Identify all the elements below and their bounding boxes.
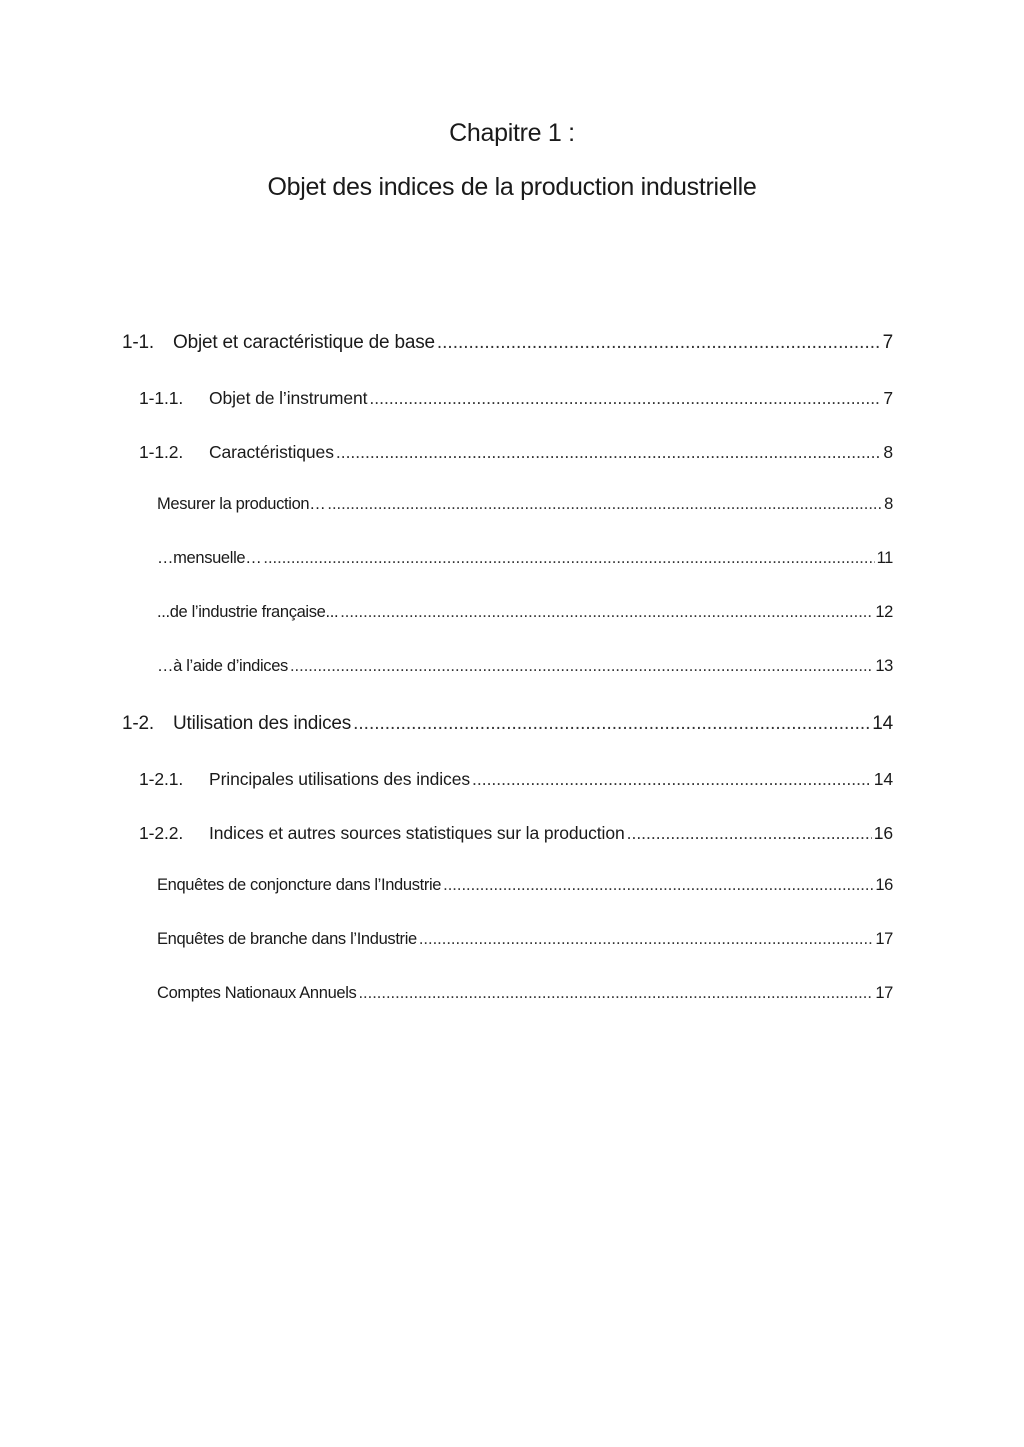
toc-entry[interactable] <box>157 930 893 956</box>
toc-leader <box>472 769 872 790</box>
toc-page-number: 16 <box>875 876 893 894</box>
toc-leader <box>369 388 881 409</box>
toc-label: Objet de l’instrument <box>209 388 368 408</box>
toc-page-number: 12 <box>875 603 893 621</box>
toc-number: 1-1.1. <box>139 388 184 408</box>
toc-leader <box>437 332 881 354</box>
toc-label: Comptes Nationaux Annuels <box>157 984 357 1002</box>
toc-number: 1-1.2. <box>139 442 184 462</box>
toc-page-number: 17 <box>875 930 893 948</box>
toc-label: Utilisation des indices <box>173 713 352 734</box>
toc-leader <box>443 876 873 895</box>
toc-page-number: 13 <box>875 657 893 675</box>
toc-entry[interactable] <box>122 332 893 358</box>
toc-entry[interactable] <box>157 876 893 902</box>
toc-label: Caractéristiques <box>209 442 334 462</box>
toc-entry[interactable] <box>139 823 893 849</box>
toc-leader <box>353 713 870 735</box>
toc-label: …à l’aide d’indices <box>157 657 288 675</box>
toc-label: Mesurer la production… <box>157 495 326 513</box>
toc-entry[interactable] <box>122 713 893 739</box>
toc-entry[interactable] <box>139 769 893 795</box>
toc-page-number: 7 <box>883 388 893 408</box>
toc-entry[interactable] <box>157 657 893 683</box>
toc-label: ...de l’industrie française... <box>157 603 339 621</box>
toc-entry[interactable] <box>157 984 893 1010</box>
toc-leader <box>290 657 873 676</box>
toc-label: …mensuelle… <box>157 549 262 567</box>
chapter-number: Chapitre 1 : <box>449 119 575 147</box>
toc-page-number: 11 <box>876 549 893 567</box>
toc-leader <box>263 549 874 568</box>
toc-page-number: 16 <box>873 823 893 843</box>
toc-page-number: 14 <box>873 769 893 789</box>
toc-page-number: 7 <box>882 332 893 353</box>
toc-leader <box>327 495 882 514</box>
toc-number: 1-2. <box>122 713 154 734</box>
toc-page-number: 17 <box>875 984 893 1002</box>
toc-entry[interactable] <box>157 549 893 575</box>
toc-label: Indices et autres sources statistiques sur la production <box>209 823 625 843</box>
toc-entry[interactable] <box>157 495 893 521</box>
toc-leader <box>358 984 873 1003</box>
toc-label: Objet et caractéristique de base <box>173 332 435 353</box>
chapter-subtitle: Objet des indices de la production industrielle <box>267 173 757 201</box>
toc-leader <box>340 603 873 622</box>
toc-leader <box>336 442 882 463</box>
toc-number: 1-1. <box>122 332 154 353</box>
toc-label: Enquêtes de conjoncture dans l’Industrie <box>157 876 442 894</box>
toc-label: Enquêtes de branche dans l’Industrie <box>157 930 417 948</box>
toc-page-number: 14 <box>872 713 893 734</box>
toc-label: Principales utilisations des indices <box>209 769 470 789</box>
toc-entry[interactable] <box>139 388 893 414</box>
toc-page-number: 8 <box>884 495 893 513</box>
chapter-title <box>0 118 1024 202</box>
toc-entry[interactable] <box>157 603 893 629</box>
toc-entry[interactable] <box>139 442 893 468</box>
toc-number: 1-2.2. <box>139 823 184 843</box>
toc-leader <box>419 930 874 949</box>
toc-page-number: 8 <box>883 442 893 462</box>
toc-number: 1-2.1. <box>139 769 184 789</box>
toc-leader <box>627 823 872 844</box>
